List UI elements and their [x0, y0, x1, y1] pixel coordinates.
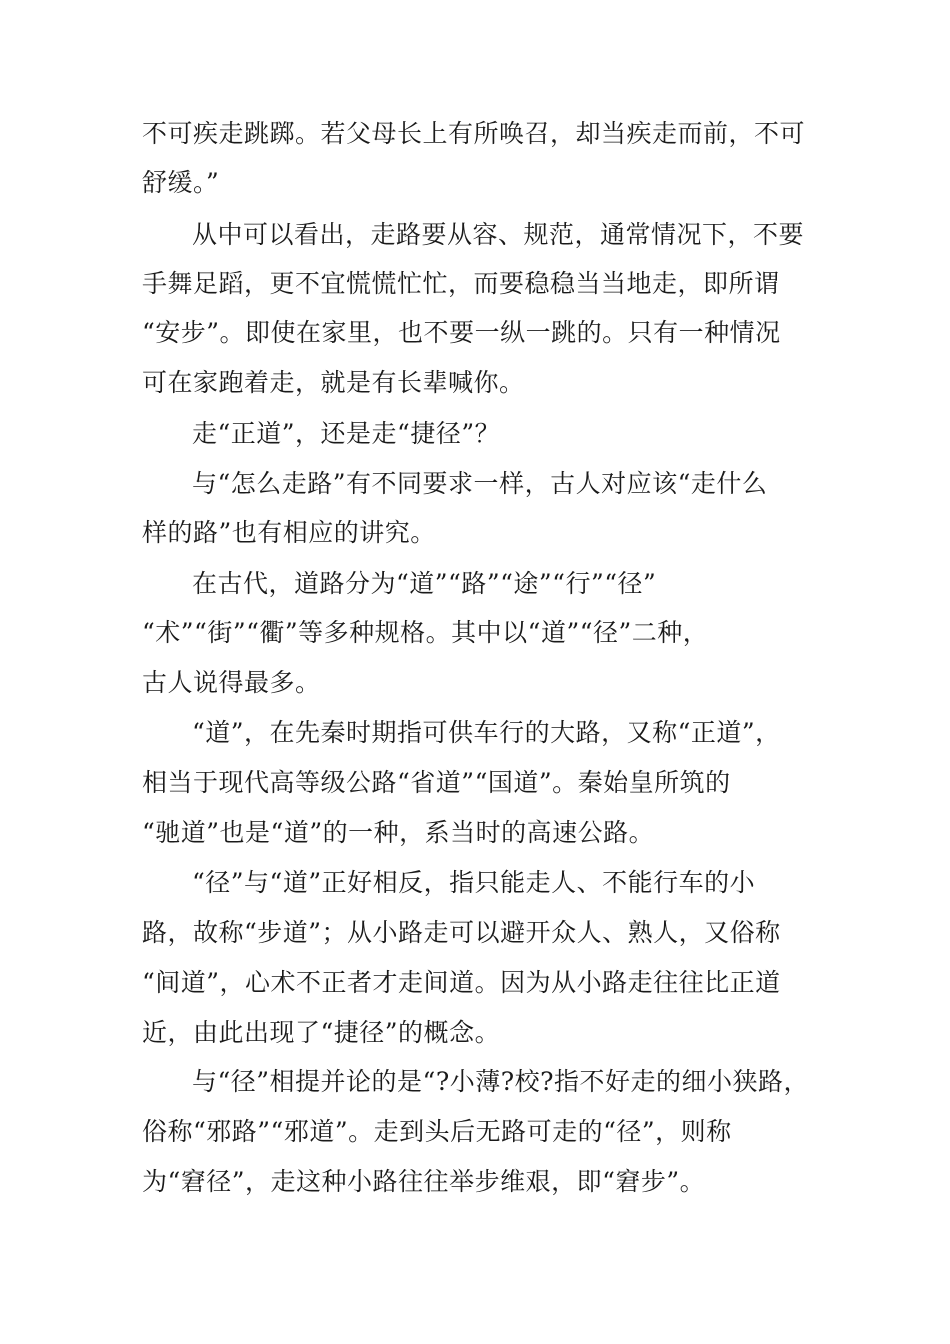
text-line: “驰道”也是“道”的一种，系当时的高速公路。 — [142, 818, 655, 847]
text-line: “间道”，心术不正者才走间道。因为从小路走往往比正道 — [142, 968, 781, 997]
text-line: 走“正道”，还是走“捷径”？ — [192, 419, 501, 448]
text-line: 在古代，道路分为“道”“路”“途”“行”“径” — [192, 569, 657, 598]
text-line: “径”与“道”正好相反，指只能走人、不能行车的小 — [192, 868, 756, 897]
text-line: 从中可以看出，走路要从容、规范，通常情况下，不要 — [192, 220, 805, 249]
text-line: 俗称“邪路”“邪道”。走到头后无路可走的“径”，则称 — [142, 1117, 732, 1146]
text-line: 与“径”相提并论的是“?小薄?校?指不好走的细小狭路， — [192, 1067, 810, 1096]
text-line: 可在家跑着走，就是有长辈喊你。 — [142, 368, 525, 397]
text-line: “术”“街”“衢”等多种规格。其中以“道”“径”二种， — [142, 618, 709, 647]
text-line: “安步”。即使在家里，也不要一纵一跳的。只有一种情况 — [142, 318, 781, 347]
text-line: 近，由此出现了“捷径”的概念。 — [142, 1018, 501, 1047]
text-line: 为“窘径”，走这种小路往往举步维艰，即“窘步”。 — [142, 1167, 706, 1196]
text-line: 舒缓。” — [142, 168, 220, 197]
text-line: 样的路”也有相应的讲究。 — [142, 518, 436, 547]
text-line: 路，故称“步道”；从小路走可以避开众人、熟人，又俗称 — [142, 918, 781, 947]
text-line: 古人说得最多。 — [142, 668, 321, 697]
text-line: 与“怎么走路”有不同要求一样，古人对应该“走什么 — [192, 469, 768, 498]
text-line: “道”，在先秦时期指可供车行的大路，又称“正道”， — [192, 718, 781, 747]
text-line: 手舞足蹈，更不宜慌慌忙忙，而要稳稳当当地走，即所谓 — [142, 269, 780, 298]
text-line: 相当于现代高等级公路“省道”“国道”。秦始皇所筑的 — [142, 768, 731, 797]
text-line: 不可疾走跳踯。若父母长上有所唤召，却当疾走而前，不可 — [142, 119, 806, 148]
